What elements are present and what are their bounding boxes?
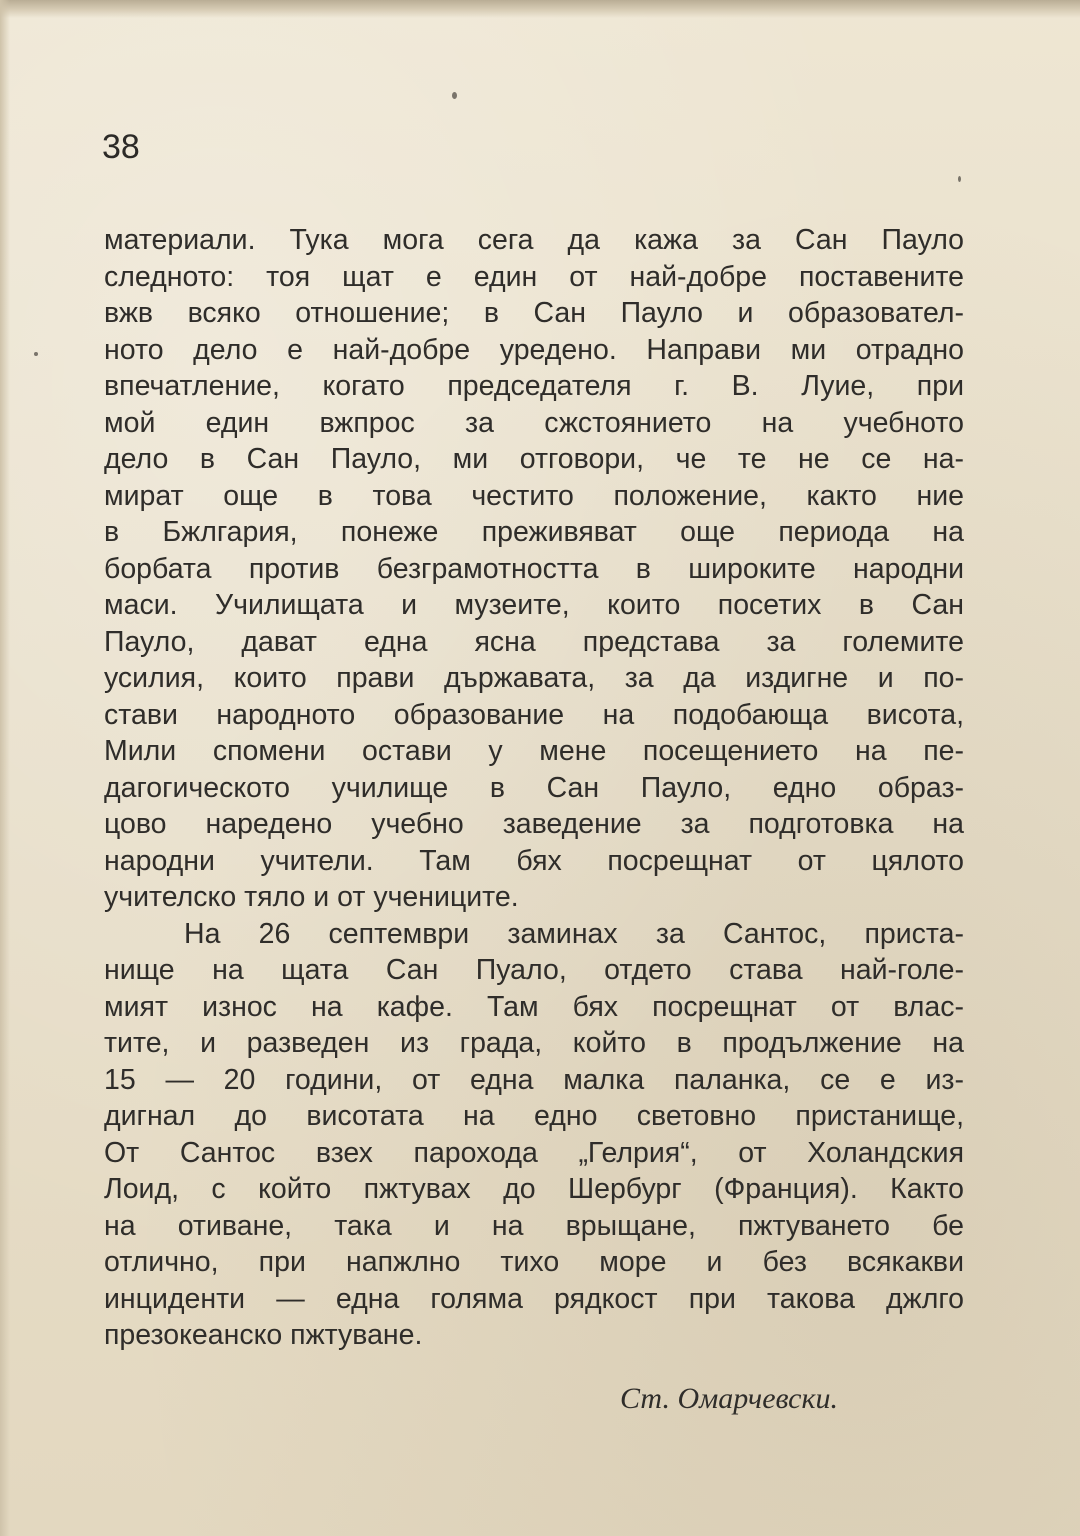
text-line: стави народното образование на подобающа висота, xyxy=(104,698,964,731)
text-line: учителско тяло и от учениците. xyxy=(104,881,519,913)
page-left-edge xyxy=(0,0,10,1536)
text-line: Мили спомени остави у мене посещението на пе- xyxy=(104,735,964,767)
text-line: усилия, които прави държавата, за да издигне и по- xyxy=(104,662,964,694)
text-line: следното: тоя щат е един от най-добре поставените xyxy=(104,260,964,293)
text-line: дело в Сан Пауло, ми отговори, че те не се на- xyxy=(104,443,964,475)
text-line: От Сантос взех парохода „Гелрия“, от Холандския xyxy=(104,1136,964,1169)
text-line: вжв всяко отношение; в Сан Пауло и образовател- xyxy=(104,297,964,329)
ink-speck xyxy=(452,92,457,99)
page-number: 38 xyxy=(102,128,140,166)
text-line: народни учители. Там бях посрещнат от цялото xyxy=(104,844,964,877)
text-line: нище на щата Сан Пуало, отдето става най-голе- xyxy=(104,954,964,986)
text-line: материали. Тука мога сега да кажа за Сан Пауло xyxy=(104,224,964,256)
text-line: на отиване, така и на врыщане, пжтуването бе xyxy=(104,1209,964,1242)
page-top-edge xyxy=(0,0,1080,18)
text-line: тите, и разведен из града, който в продължение на xyxy=(104,1027,964,1059)
text-line: презокеанско пжтуване. xyxy=(104,1319,423,1351)
text-line: борбата против безграмотността в широките народни xyxy=(104,552,964,585)
ink-speck xyxy=(34,352,38,356)
author-signature: Ст. Омарчевски. xyxy=(620,1382,838,1415)
text-line: дагогическото училище в Сан Пауло, едно образ- xyxy=(104,771,964,804)
body-text xyxy=(104,222,964,1354)
text-line: мият износ на кафе. Там бях посрещнат от влас- xyxy=(104,990,964,1023)
ink-speck xyxy=(958,176,961,182)
text-line: впечатление, когато председателя г. В. Луие, при xyxy=(104,370,964,402)
paragraph-first-line: На 26 септември заминах за Сантос, приста- xyxy=(184,917,964,950)
text-line: дигнал до висотата на едно световно пристанище, xyxy=(104,1100,964,1132)
text-line: Пауло, дават една ясна представа за големите xyxy=(104,625,964,658)
text-line: 15 — 20 години, от една малка паланка, се е из- xyxy=(104,1063,964,1096)
text-line: инциденти — една голяма рядкост при такова джлго xyxy=(104,1282,964,1315)
text-line: цово наредено учебно заведение за подготовка на xyxy=(104,808,964,840)
text-line: Лоид, с който пжтувах до Шербург (Франция). Както xyxy=(104,1173,964,1205)
text-line: мират още в това честито положение, както ние xyxy=(104,479,964,512)
text-line: отлично, при напжлно тихо море и без всякакви xyxy=(104,1246,964,1278)
text-line: ното дело е най-добре уредено. Направи ми отрадно xyxy=(104,333,964,366)
text-line: в Бжлгария, понеже преживяват още периода на xyxy=(104,516,964,548)
text-line: мой един вжпрос за сжстоянието на учебното xyxy=(104,406,964,439)
text-line: маси. Училищата и музеите, които посетих в Сан xyxy=(104,589,964,621)
